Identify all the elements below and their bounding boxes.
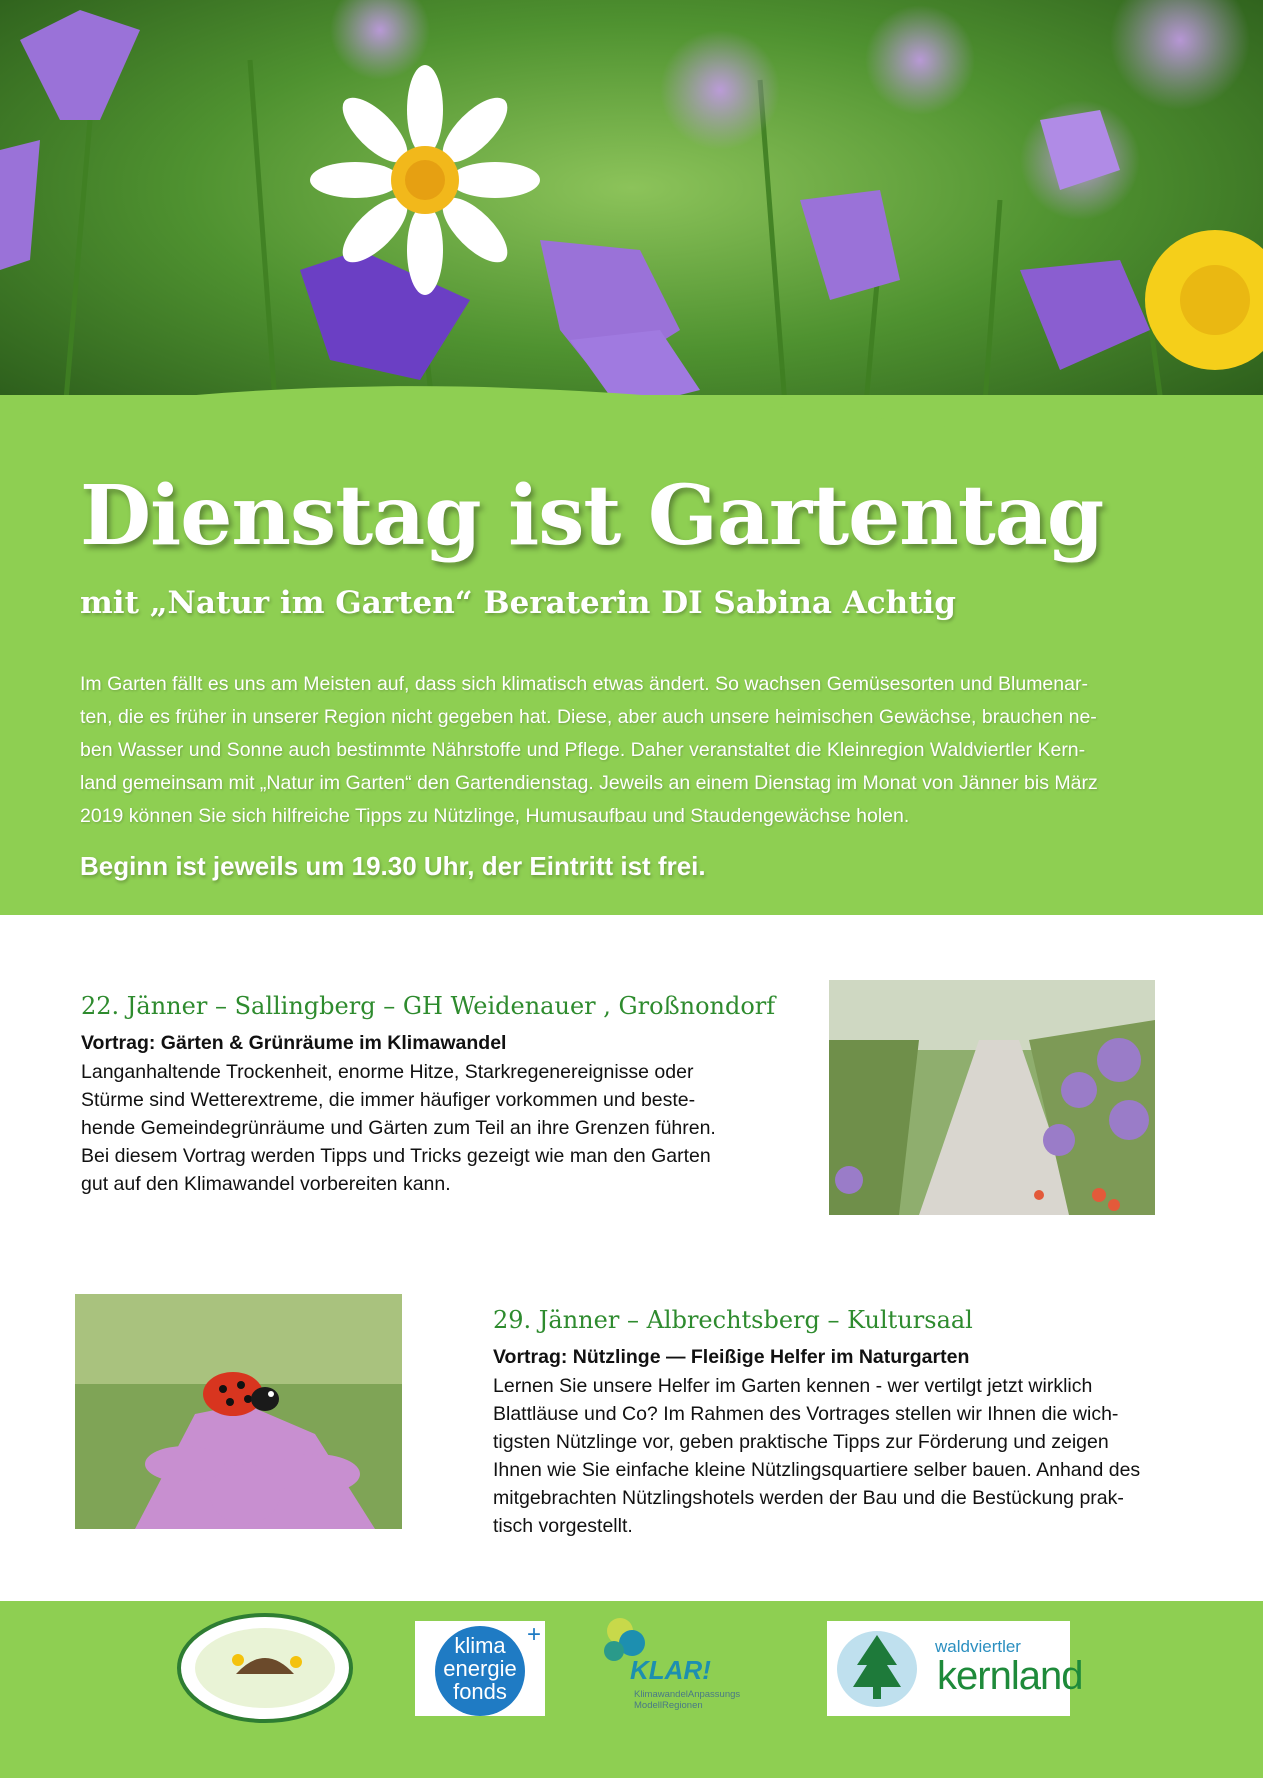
event-heading: 22. Jänner – Sallingberg – GH Weidenauer , Großnondorf	[81, 992, 776, 1020]
energie-text: energie	[443, 1656, 517, 1681]
event-description	[81, 1058, 778, 1198]
event-line: tigsten Nützlinge vor, geben praktische Tipps zur Förderung und zeigen	[493, 1431, 1109, 1453]
event-line: Ihnen wie Sie einfache kleine Nützlingsquartiere selber bauen. Anhand des	[493, 1459, 1141, 1481]
event-heading: 29. Jänner – Albrechtsberg – Kultursaal	[493, 1306, 973, 1334]
intro-line: ben Wasser und Sonne auch bestimmte Nährstoffe und Pflege. Daher veranstaltet die Kleinregion Waldviertler Kern-	[80, 739, 1086, 761]
klima-energie-fonds-logo	[415, 1621, 545, 1716]
tree-icon	[827, 1621, 927, 1716]
event-line: Bei diesem Vortrag werden Tipps und Tricks gezeigt wie man den Garten	[81, 1145, 711, 1167]
event-line: Langanhaltende Trockenheit, enorme Hitze, Starkregenereignisse oder	[81, 1061, 694, 1083]
intro-line: land gemeinsam mit „Natur im Garten“ den Gartendienstag. Jeweils an einem Dienstag im Monat von Jänner bis März	[80, 772, 1098, 794]
kernland-main-text: kernland	[937, 1654, 1083, 1698]
intro-line: Im Garten fällt es uns am Meisten auf, dass sich klimatisch etwas ändert. So wachsen Gemüsesorten und Blumenar-	[80, 673, 1088, 695]
event-line: hende Gemeindegrünräume und Gärten zum Teil an ihre Grenzen führen.	[81, 1117, 716, 1139]
start-time-notice: Beginn ist jeweils um 19.30 Uhr, der Eintritt ist frei.	[80, 851, 706, 881]
intro-line: ten, die es früher in unserer Region nicht gegeben hat. Diese, aber auch unsere heimischen Gewächse, brauchen ne-	[80, 706, 1097, 728]
natur-im-garten-logo	[176, 1612, 354, 1724]
klar-subtitle-line: KlimawandelAnpassungs	[634, 1689, 741, 1700]
fonds-text: fonds	[453, 1679, 507, 1704]
event-line: mitgebrachten Nützlingshotels werden der Bau und die Bestückung prak-	[493, 1487, 1124, 1509]
event-talk-title: Vortrag: Nützlinge — Fleißige Helfer im Naturgarten	[493, 1346, 970, 1368]
event-description	[493, 1372, 1190, 1540]
page-subtitle: mit „Natur im Garten“ Beraterin DI Sabina Achtig	[80, 585, 956, 621]
klar-subtitle	[634, 1689, 784, 1711]
klima-text: klima	[454, 1633, 506, 1658]
klar-text: KLAR!	[630, 1655, 711, 1685]
kernland-top-text: waldviertler	[935, 1637, 1021, 1656]
event-line: tisch vorgestellt.	[493, 1515, 633, 1537]
event-line: Lernen Sie unsere Helfer im Garten kennen - wer vertilgt jetzt wirklich	[493, 1375, 1093, 1397]
klar-logo	[600, 1617, 775, 1722]
intro-line: 2019 können Sie sich hilfreiche Tipps zu Nützlinge, Humusaufbau und Staudengewächse holen.	[80, 805, 910, 827]
event-line: gut auf den Klimawandel vorbereiten kann.	[81, 1173, 451, 1195]
event-line: Blattläuse und Co? Im Rahmen des Vortrages stellen wir Ihnen die wich-	[493, 1403, 1119, 1425]
wave-divider	[0, 380, 1263, 480]
klar-subtitle-line: ModellRegionen	[634, 1700, 703, 1711]
event-talk-title: Vortrag: Gärten & Grünräume im Klimawandel	[81, 1032, 507, 1054]
page-title: Dienstag ist Gartentag	[80, 468, 1104, 564]
garden-path-photo	[829, 980, 1155, 1215]
ladybug-photo	[75, 1294, 402, 1529]
event-line: Stürme sind Wetterextreme, die immer häufiger vorkommen und beste-	[81, 1089, 696, 1111]
intro-paragraph	[80, 668, 1180, 833]
waldviertler-kernland-logo	[827, 1621, 1083, 1716]
plus-icon: +	[527, 1621, 542, 1648]
